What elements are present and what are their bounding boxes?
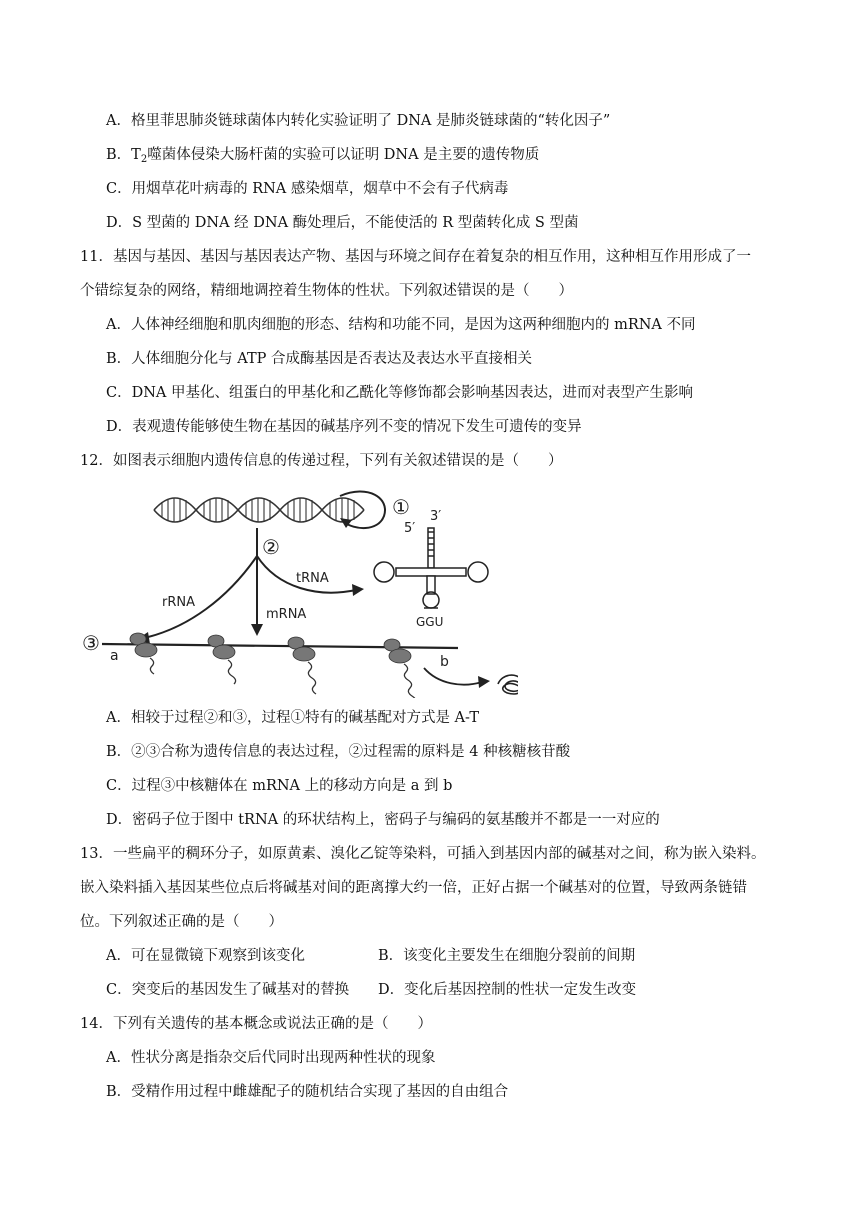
anticodon-label: GGU	[416, 615, 444, 629]
question-14-stem: 14．下列有关遗传的基本概念或说法正确的是（ ）	[80, 1016, 432, 1032]
question-13-stem-line2: 嵌入染料插入基因某些位点后将碱基对间的距离撑大约一倍，正好占据一个碱基对的位置，导致两条链错	[80, 880, 747, 896]
peptide-chain	[150, 658, 154, 674]
option-b-prefix: B．T	[106, 147, 141, 163]
label-process-2: ②	[262, 535, 280, 559]
mrna-end-b: b	[440, 654, 449, 670]
question-12-stem: 12．如图表示细胞内遗传信息的传递过程，下列有关叙述错误的是（ ）	[80, 453, 563, 469]
folded-protein	[498, 675, 518, 694]
question-12-option-b: B．②③合称为遗传信息的表达过程，②过程需的原料是 4 种核糖核苷酸	[106, 744, 571, 760]
label-process-1: ①	[392, 495, 410, 519]
question-11-option-d: D．表观遗传能够使生物在基因的碱基序列不变的情况下发生可遗传的变异	[106, 419, 582, 435]
question-12-option-a: A．相较于过程②和③，过程①特有的碱基配对方式是 A-T	[106, 710, 480, 726]
question-14-option-b: B．受精作用过程中雌雄配子的随机结合实现了基因的自由组合	[106, 1084, 509, 1100]
option-d: D．S 型菌的 DNA 经 DNA 酶处理后，不能使活的 R 型菌转化成 S 型菌	[106, 215, 579, 231]
question-13-option-b: B．该变化主要发生在细胞分裂前的间期	[378, 948, 636, 964]
question-12-option-c: C．过程③中核糖体在 mRNA 上的移动方向是 a 到 b	[106, 778, 453, 794]
ribosome	[208, 635, 235, 659]
rrna-label: rRNA	[162, 595, 195, 610]
mrna-label: mRNA	[266, 607, 307, 622]
question-11-stem-line2: 个错综复杂的网络，精细地调控着生物体的性状。下列叙述错误的是（ ）	[80, 283, 573, 299]
option-b	[106, 145, 539, 170]
five-prime-label: 5′	[404, 521, 416, 536]
option-b-text: 噬菌体侵染大肠杆菌的实验可以证明 DNA 是主要的遗传物质	[147, 147, 540, 163]
ribosome	[288, 637, 315, 661]
question-13-option-c: C．突变后的基因发生了碱基对的替换	[106, 982, 350, 998]
question-13-option-d: D．变化后基因控制的性状一定发生改变	[378, 982, 637, 998]
question-14-option-a: A．性状分离是指杂交后代同时出现两种性状的现象	[106, 1050, 436, 1066]
trna-label: tRNA	[296, 571, 329, 586]
folding-arrow	[424, 668, 482, 685]
mrna-arrowhead	[251, 624, 263, 636]
option-b-subscript: 2	[140, 154, 148, 165]
peptide-chain	[308, 662, 316, 694]
label-process-3: ③	[82, 631, 100, 655]
dna-double-helix	[154, 498, 364, 522]
gene-expression-diagram	[78, 488, 518, 698]
three-prime-label: 3′	[430, 509, 442, 524]
mrna-end-a: a	[110, 648, 119, 664]
question-13-stem-line1: 13．一些扁平的稠环分子，如原黄素、溴化乙锭等染料，可插入到基因内部的碱基对之间，称为嵌入染料。	[80, 846, 766, 862]
option-c: C．用烟草花叶病毒的 RNA 感染烟草，烟草中不会有子代病毒	[106, 181, 509, 197]
trna-cloverleaf	[374, 528, 488, 608]
option-a: A．格里菲思肺炎链球菌体内转化实验证明了 DNA 是肺炎链球菌的“转化因子”	[106, 113, 611, 129]
ribosome	[384, 639, 411, 663]
trna-arrowhead	[352, 584, 364, 596]
question-13-stem-line3: 位。下列叙述正确的是（ ）	[80, 914, 283, 930]
folding-arrowhead	[478, 676, 490, 688]
question-11-option-b: B．人体细胞分化与 ATP 合成酶基因是否表达及表达水平直接相关	[106, 351, 532, 367]
question-11-option-a: A．人体神经细胞和肌肉细胞的形态、结构和功能不同，是因为这两种细胞内的 mRNA 不同	[106, 317, 696, 333]
question-13-option-a: A．可在显微镜下观察到该变化	[106, 948, 305, 964]
question-12-option-d: D．密码子位于图中 tRNA 的环状结构上，密码子与编码的氨基酸并不都是一一对应的	[106, 812, 660, 828]
question-11-stem-line1: 11．基因与基因、基因与基因表达产物、基因与环境之间存在着复杂的相互作用，这种相互作用形成了一	[80, 249, 751, 265]
peptide-chain	[228, 660, 236, 684]
rrna-arrow	[144, 556, 257, 638]
question-11-option-c: C．DNA 甲基化、组蛋白的甲基化和乙酰化等修饰都会影响基因表达，进而对表型产生影响	[106, 385, 693, 401]
peptide-chain	[404, 664, 416, 698]
